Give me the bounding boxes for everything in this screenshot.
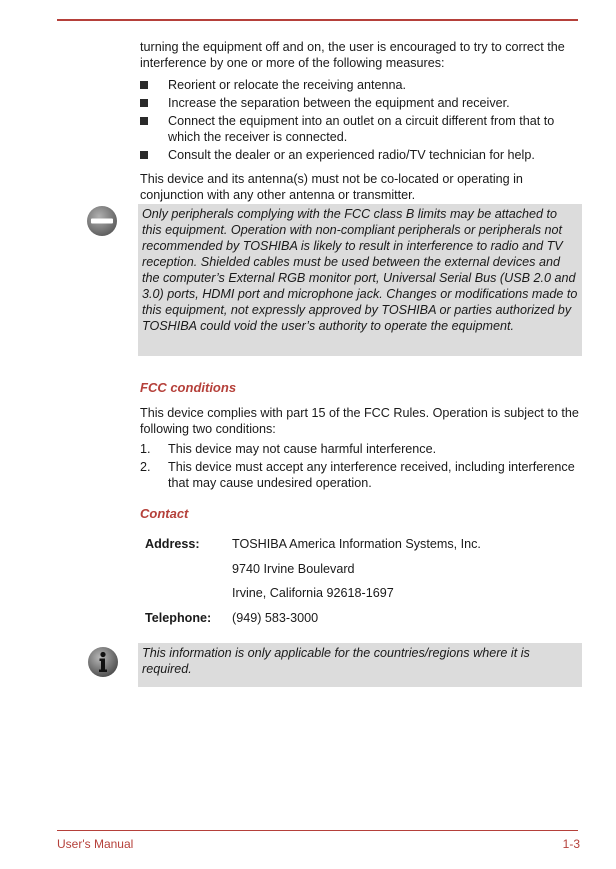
contact-table xyxy=(145,536,481,634)
list-item-text: Increase the separation between the equipment and receiver. xyxy=(168,96,510,110)
conditions-list xyxy=(140,441,580,491)
info-note-text: This information is only applicable for the countries/regions where it is required. xyxy=(142,646,530,676)
list-item-text: This device may not cause harmful interference. xyxy=(168,442,437,456)
contact-row xyxy=(145,561,481,586)
contact-row xyxy=(145,585,481,610)
list-item-text: Consult the dealer or an experienced radio/TV technician for help. xyxy=(168,148,535,162)
address-line: TOSHIBA America Information Systems, Inc. xyxy=(232,537,481,551)
header-rule xyxy=(57,19,578,21)
list-item xyxy=(140,95,580,111)
telephone-label: Telephone: xyxy=(145,610,212,625)
warning-note xyxy=(138,204,582,356)
list-item xyxy=(140,113,580,145)
telephone-value: (949) 583-3000 xyxy=(232,610,319,625)
info-note xyxy=(138,643,582,687)
address-line: Irvine, California 92618-1697 xyxy=(232,586,394,600)
list-item-text: This device must accept any interference received, including interference that may cause undesired operation. xyxy=(168,460,575,490)
list-item xyxy=(140,77,580,93)
contact-row xyxy=(145,536,481,561)
footer-rule xyxy=(57,830,578,831)
list-item-text: Reorient or relocate the receiving antenna. xyxy=(168,78,407,92)
warning-note-text: Only peripherals complying with the FCC class B limits may be attached to this equipment. Operation with non-compliant peripherals or peripherals not recommended by TOSHIBA is likely to result in interference to radio and TV reception. Shielded cables must be used between the external devices and the computer’s External RGB monitor port, Universal Serial Bus (USB 2.0 and 3.0) ports, HDMI port and microphone jack. Changes or modifications made to this equipment, not expressly approved by TOSHIBA or parties authorized by TOSHIBA could void the user’s authority to operate the equipment. xyxy=(142,207,578,333)
bullet-icon xyxy=(140,99,148,107)
contact-heading: Contact xyxy=(140,506,189,521)
bullet-icon xyxy=(140,117,148,125)
fcc-section xyxy=(140,380,580,499)
list-item xyxy=(140,459,580,491)
fcc-intro-paragraph: This device complies with part 15 of the FCC Rules. Operation is subject to the following two conditions: xyxy=(140,406,579,436)
prohibition-icon xyxy=(86,205,118,237)
list-number: 2. xyxy=(140,460,151,474)
list-item-text: Connect the equipment into an outlet on a circuit different from that to which the receiver is connected. xyxy=(168,114,555,144)
page-content xyxy=(140,39,580,209)
page-number: 1-3 xyxy=(562,837,580,851)
address-label: Address: xyxy=(145,537,200,551)
colocation-paragraph: This device and its antenna(s) must not be co-located or operating in conjunction with any other antenna or transmitter. xyxy=(140,172,523,202)
list-item xyxy=(140,441,580,457)
list-item xyxy=(140,147,580,163)
footer-title: User's Manual xyxy=(57,837,134,851)
contact-row xyxy=(145,610,481,635)
intro-paragraph: turning the equipment off and on, the user is encouraged to try to correct the interference by one or more of the following measures: xyxy=(140,40,565,70)
info-icon xyxy=(87,646,119,678)
fcc-heading: FCC conditions xyxy=(140,380,237,395)
list-number: 1. xyxy=(140,442,151,456)
measures-list xyxy=(140,77,580,163)
bullet-icon xyxy=(140,151,148,159)
address-line: 9740 Irvine Boulevard xyxy=(232,561,355,576)
bullet-icon xyxy=(140,81,148,89)
